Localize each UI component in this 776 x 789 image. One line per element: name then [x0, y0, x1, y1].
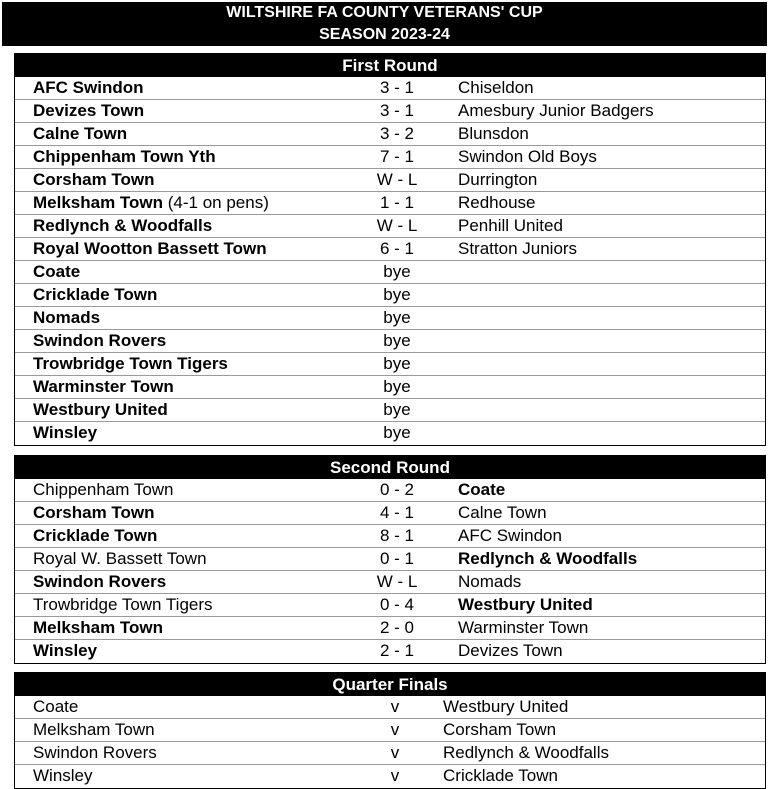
match-row [15, 502, 765, 525]
match-row [15, 617, 765, 640]
match-score: bye [383, 285, 411, 304]
home-team-name: Winsley [33, 766, 93, 785]
second-round-results [15, 479, 765, 663]
match-score: bye [383, 308, 411, 327]
match-score: bye [383, 377, 411, 396]
match-row [15, 307, 765, 330]
quarter-finals-header: Quarter Finals [15, 673, 765, 696]
home-team [33, 525, 157, 547]
match-score: v [390, 766, 400, 785]
home-team-name: Warminster Town [33, 377, 174, 396]
home-team [33, 640, 97, 662]
home-team [33, 502, 155, 524]
home-team [33, 422, 97, 444]
home-team-name: Chippenham Town [33, 480, 174, 499]
away-team: Westbury United [443, 697, 569, 716]
home-team [33, 376, 174, 398]
first-round-section [14, 53, 766, 446]
match-row [15, 571, 765, 594]
home-team [33, 353, 228, 375]
away-team: Amesbury Junior Badgers [458, 101, 654, 120]
home-team-name: Trowbridge Town Tigers [33, 354, 228, 373]
match-score: bye [383, 423, 411, 442]
home-team [33, 742, 157, 764]
home-team-name: Nomads [33, 308, 101, 327]
away-team: Chiseldon [458, 78, 534, 97]
home-team [33, 261, 80, 283]
away-team: Coate [458, 480, 506, 499]
match-score: bye [383, 331, 411, 350]
match-row [15, 192, 765, 215]
home-team [33, 238, 267, 260]
match-note: (4-1 on pens) [163, 193, 269, 212]
away-team: Westbury United [458, 595, 593, 614]
away-team: Swindon Old Boys [458, 147, 597, 166]
match-score: 2 - 0 [379, 618, 415, 637]
match-row [15, 719, 765, 742]
home-team-name: Westbury United [33, 400, 168, 419]
second-round-header: Second Round [15, 456, 765, 479]
match-row [15, 238, 765, 261]
match-score: 3 - 2 [379, 124, 415, 143]
home-team-name: Swindon Rovers [33, 572, 167, 591]
home-team-name: AFC Swindon [33, 78, 144, 97]
first-round-header: First Round [15, 54, 765, 77]
home-team [33, 479, 174, 501]
match-score: 4 - 1 [379, 503, 415, 522]
home-team-name: Corsham Town [33, 503, 155, 522]
match-score: 8 - 1 [379, 526, 415, 545]
away-team: Corsham Town [443, 720, 557, 739]
quarter-finals-section [14, 672, 766, 789]
match-row [15, 100, 765, 123]
match-score: 7 - 1 [379, 147, 415, 166]
quarter-finals-fixtures [15, 696, 765, 788]
match-score: 0 - 1 [379, 549, 415, 568]
home-team [33, 548, 207, 570]
home-team-name: Chippenham Town Yth [33, 147, 216, 166]
match-row [15, 330, 765, 353]
home-team-name: Swindon Rovers [33, 331, 167, 350]
away-team: Stratton Juniors [458, 239, 578, 258]
season-label: SEASON 2023-24 [319, 26, 450, 43]
home-team-name: Coate [33, 262, 81, 281]
away-team: AFC Swindon [458, 526, 562, 545]
home-team-name: Royal Wootton Bassett Town [33, 239, 267, 258]
home-team [33, 146, 216, 168]
away-team: Redlynch & Woodfalls [443, 743, 609, 762]
away-team: Warminster Town [458, 618, 589, 637]
home-team-name: Winsley [33, 423, 98, 442]
match-row [15, 479, 765, 502]
home-team [33, 307, 100, 329]
home-team [33, 192, 269, 214]
match-score: 3 - 1 [379, 78, 415, 97]
match-score: v [390, 743, 400, 762]
match-score: bye [383, 400, 411, 419]
home-team-name: Calne Town [33, 124, 128, 143]
away-team: Redhouse [458, 193, 536, 212]
away-team: Cricklade Town [443, 766, 558, 785]
home-team-name: Melksham Town [33, 193, 164, 212]
second-round-section [14, 455, 766, 664]
home-team [33, 594, 213, 616]
match-score: 6 - 1 [379, 239, 415, 258]
match-row [15, 399, 765, 422]
competition-header [2, 2, 767, 46]
home-team-name: Cricklade Town [33, 526, 158, 545]
home-team [33, 696, 78, 718]
home-team-name: Melksham Town [33, 720, 155, 739]
match-score: 0 - 4 [379, 595, 415, 614]
match-score: bye [383, 262, 411, 281]
home-team [33, 765, 93, 787]
match-row [15, 169, 765, 192]
home-team-name: Royal W. Bassett Town [33, 549, 207, 568]
away-team: Blunsdon [458, 124, 529, 143]
away-team: Devizes Town [458, 641, 563, 660]
home-team [33, 330, 166, 352]
home-team [33, 77, 143, 99]
match-row [15, 376, 765, 399]
home-team [33, 617, 163, 639]
home-team-name: Cricklade Town [33, 285, 158, 304]
home-team-name: Winsley [33, 641, 98, 660]
away-team: Penhill United [458, 216, 563, 235]
home-team-name: Melksham Town [33, 618, 164, 637]
first-round-results [15, 77, 765, 445]
match-row [15, 640, 765, 663]
match-score: W - L [376, 170, 418, 189]
home-team [33, 215, 212, 237]
match-score: v [390, 697, 400, 716]
match-row [15, 422, 765, 445]
home-team-name: Swindon Rovers [33, 743, 157, 762]
match-row [15, 594, 765, 617]
match-score: 3 - 1 [379, 101, 415, 120]
home-team [33, 399, 168, 421]
away-team: Nomads [458, 572, 522, 591]
home-team [33, 100, 144, 122]
match-row [15, 77, 765, 100]
home-team-name: Devizes Town [33, 101, 145, 120]
match-score: 1 - 1 [379, 193, 415, 212]
match-score: bye [383, 354, 411, 373]
away-team: Durrington [458, 170, 538, 189]
home-team-name: Trowbridge Town Tigers [33, 595, 213, 614]
match-row [15, 215, 765, 238]
away-team: Redlynch & Woodfalls [458, 549, 638, 568]
match-row [15, 548, 765, 571]
home-team [33, 719, 155, 741]
home-team [33, 571, 166, 593]
home-team-name: Corsham Town [33, 170, 155, 189]
match-row [15, 284, 765, 307]
match-score: 2 - 1 [379, 641, 415, 660]
match-row [15, 261, 765, 284]
home-team-name: Coate [33, 697, 79, 716]
competition-title: WILTSHIRE FA COUNTY VETERANS' CUP [226, 4, 543, 21]
match-row [15, 525, 765, 548]
match-row [15, 742, 765, 765]
match-row [15, 123, 765, 146]
home-team-name: Redlynch & Woodfalls [33, 216, 213, 235]
match-score: W - L [376, 572, 418, 591]
match-row [15, 765, 765, 788]
match-score: W - L [376, 216, 418, 235]
match-score: v [390, 720, 400, 739]
match-score: 0 - 2 [379, 480, 415, 499]
home-team [33, 169, 155, 191]
away-team: Calne Town [458, 503, 547, 522]
match-row [15, 146, 765, 169]
match-row [15, 696, 765, 719]
match-row [15, 353, 765, 376]
home-team [33, 284, 157, 306]
home-team [33, 123, 127, 145]
